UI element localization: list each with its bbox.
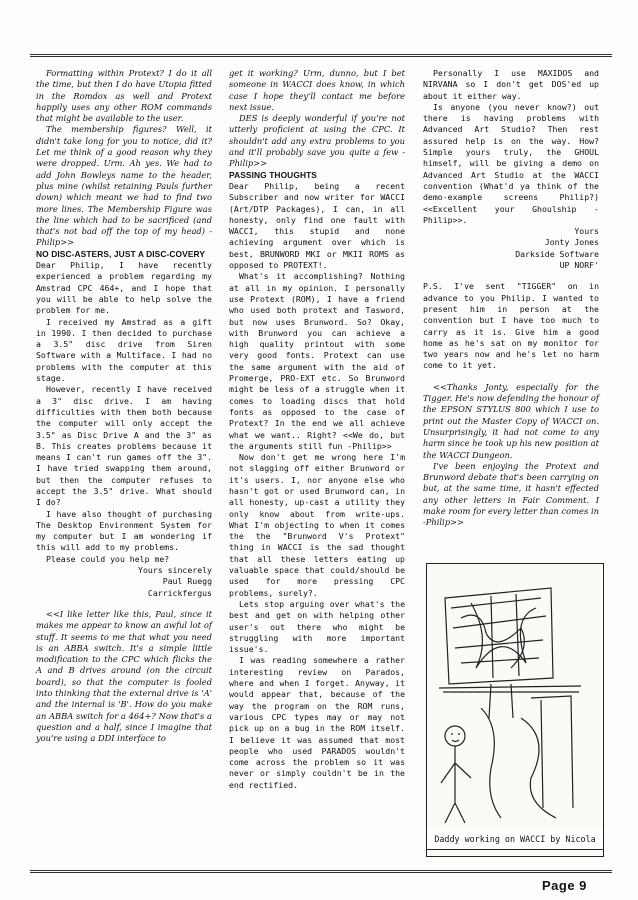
signature-line: Yours <box>574 226 599 237</box>
column-1 <box>36 68 212 745</box>
signature-line: Darkside Software <box>515 248 599 259</box>
reply-text: get it working? Urm, dunno, but I bet someone in WACCI does know, in which case I hope they'll contact me before next issue. <box>229 68 405 112</box>
column-3 <box>423 68 599 529</box>
column-2 <box>229 68 405 791</box>
figure-caption: Daddy working on WACCI by Nicola <box>426 829 604 850</box>
signature-line: Carrickfergus <box>147 587 212 598</box>
reply-text: <<I like letter like this, Paul, since it makes me appear to know an awful lot of stuff. It seems to me that what you need is an ABBA switch. It's a simple little modification to the CPC which flicks the A and B drives around (on the circuit board), so that the computer is fooled into thinking that the external drive is 'A' and the internal is 'B'. How do you make an ABBA switch for a 464+? Now that's a question and a half, since I imagine that you're using a DDI interface to <box>36 608 212 744</box>
reply-text: Formatting within Protext? I do it all the time, but then I do have Utopia fitted in the Romdox as well and Protext happily uses any other ROM commands that might be available to the user. <box>36 68 212 124</box>
reply-text: The membership figures? Well, it didn't take long for you to notice, did it? Let me think of a good reason why they were dropped. Urm. Ah yes. We had to add John Bowleys name to the header, plus mine (whilst retaining Pauls further down) which meant we had to find two more lines. The Membership Figure was the line which had to be sacrificed (and that's not bad off the top of my head) -Philip>> <box>36 124 212 248</box>
letter-paragraph: Lets stop arguing over what's the best and get on with helping other user's out there who might be struggling with more important issue's. <box>229 598 405 655</box>
reply-text: <<Thanks Jonty, especially for the Tigger. He's now defending the honour of the EPSON STYLUS 800 which I use to print out the Master Copy of WACCI on. Unsurprisingly, it had not come to any harm since he took up his new position at the WACCI Dungeon. <box>423 381 599 460</box>
letter-paragraph: What's it accomplishing? Nothing at all in my opinion. I personally use Protext (ROM), I have a friend who used both protext and Tasword, but now uses Brunword. So? Okay, with Brunword you can achieve a high quality printout with some very good fonts. Protext can use the same argument with the aid of Promerge, PRO-EXT etc. So Brunword might be less of a struggle when it comes to loading discs that hold fonts as opposed to the case of Protext? In the end we all achieve what we want.. Right? <<We do, but the arguments still fun -Philip>> <box>229 271 405 451</box>
letter-paragraph: Is anyone (you never know?) out there is having problems with Advanced Art Studio? Then rest assured help is on the way. How? Simple yours truly, the GHOUL himself, will be giving a demo on Advanced Art Studio at the WACCI convention (What'd ya think of the demo-example screens Philip?) <<Excellent your Ghoulship -Philip>>. <box>423 101 599 225</box>
signature-line: Yours sincerely <box>138 565 212 576</box>
bottom-rule <box>30 870 612 873</box>
letter-paragraph: Personally I use MAXIDOS and NIRVANA so I don't get DOS'ed up about it either way. <box>423 68 599 101</box>
reply-text: I've been enjoying the Protext and Brunword debate that's been carrying on but, at the same time, it hasn't effected any other letters in Fair Comment. I make room for every letter than comes in -Philip>> <box>423 460 599 528</box>
child-drawing-figure <box>426 563 604 857</box>
child-drawing-illustration <box>431 568 599 830</box>
letter-heading: PASSING THOUGHTS <box>229 169 317 180</box>
top-rule <box>30 54 612 57</box>
letter-paragraph: Dear Philip, being a recent Subscriber and now writer for WACCI (Art/DTP Packages), I can, in all honesty, only find one fault with WACCI, this stupid and none achieving argument over which is best, BRUNWORD MKI or MKII ROMS as opposed to PROTEXT!. <box>229 180 405 271</box>
letter-paragraph: Dear Philip, I have recently experienced a problem regarding my Amstrad CPC 464+, and I hope that you will be able to help solve the problem for me. <box>36 260 212 316</box>
letter-paragraph: I received my Amstrad as a gift in 1990. I then decided to purchase a 3.5" disc drive from Siren Software with a Multiface. I had no problems with the computer at this stage. <box>36 316 212 384</box>
signature-line: Jonty Jones <box>544 237 599 248</box>
letter-paragraph: I was reading somewhere a rather interesting review on Parados, where and when I forget. Anyway, it would appear that, because of the way the program on the ROM runs, various CPC types may or may not pick up on a bug in the ROM itself. I believe it was assumed that most people who used PARADOS wouldn't come across the problem so it was never or simply couldn't be in the end rectified. <box>229 655 405 790</box>
letter-heading: NO DISC-ASTERS, JUST A DISC-COVERY <box>36 248 206 259</box>
letter-paragraph: However, recently I have received a 3" disc drive. I am having difficulties with them both because the computer will only accept the 3.5" as Disc Drive A and the 3" as B. This creates problems because it means I can't run games off the 3". I have tried swapping them around, but then the computer refuses to accept the 3.5" drive. What should I do? <box>36 384 212 508</box>
page-number: Page 9 <box>542 878 587 893</box>
letter-paragraph: P.S. I've sent "TIGGER" on in advance to you Philip. I wanted to present him in person at the convention but I have too much to carry as it is. Give him a good home as he's sat on my monitor for two years now and he's let no harm come to it yet. <box>423 281 599 371</box>
letter-paragraph: I have also thought of purchasing The Desktop Environment System for my computer but I am wondering if this will add to my problems. <box>36 508 212 553</box>
letter-paragraph: Please could you help me? <box>46 553 170 564</box>
signature-line: UP NORF' <box>559 260 599 271</box>
letter-paragraph: Now don't get me wrong here I'm not slagging off either Brunword or it's users. I, nor anyone else who hasn't got or used Brunword can, in all honesty, up-cast a utility they only know about from write-ups. What I'm objecting to when it comes the the "Brunword V's Protext" thing in WACCI is the sad thought that all these letters eating up valuable space that could/should be used for more pressing CPC problems, surely?. <box>229 452 405 598</box>
reply-text: DES is deeply wonderful if you're not utterly proficient at using the CPC. It shouldn't add any extra problems to you and it'll probably save you quite a few -Philip>> <box>229 113 405 169</box>
signature-line: Paul Ruegg <box>162 576 212 587</box>
